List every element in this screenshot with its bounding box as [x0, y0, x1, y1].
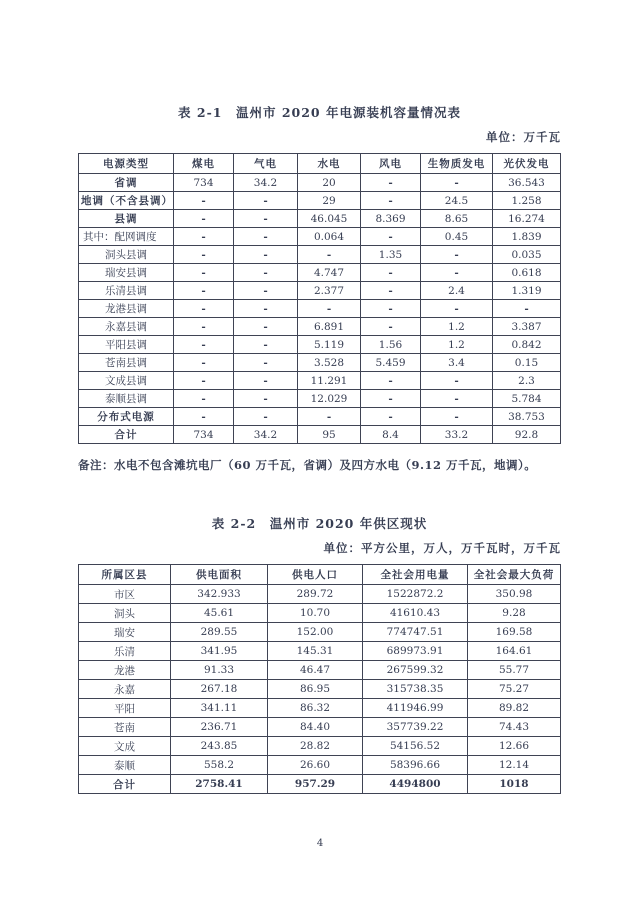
- row-label: 平阳: [79, 699, 171, 718]
- table-cell: -: [421, 246, 493, 264]
- table-cell: 145.31: [268, 642, 363, 661]
- header-row: [79, 565, 561, 585]
- table-cell: -: [174, 372, 234, 390]
- table2-supply-districts: [78, 564, 561, 794]
- table-cell: -: [174, 336, 234, 354]
- table-row: [79, 246, 561, 264]
- table-cell: 0.064: [298, 228, 361, 246]
- column-header: 光伏发电: [493, 154, 561, 174]
- table-row: [79, 390, 561, 408]
- table-cell: 8.369: [361, 210, 421, 228]
- table-cell: 267599.32: [363, 661, 468, 680]
- table-row: [79, 775, 561, 794]
- table-cell: 34.2: [234, 174, 298, 192]
- table-cell: -: [174, 228, 234, 246]
- column-header: 电源类型: [79, 154, 174, 174]
- table-cell: -: [234, 408, 298, 426]
- table-cell: -: [361, 282, 421, 300]
- column-header: 气电: [234, 154, 298, 174]
- table-cell: 29: [298, 192, 361, 210]
- row-label: 文成县调: [79, 372, 174, 390]
- row-label: 地调（不含县调）: [79, 192, 174, 210]
- table-cell: -: [174, 318, 234, 336]
- table-cell: 10.70: [268, 604, 363, 623]
- table-cell: 86.95: [268, 680, 363, 699]
- table-row: [79, 756, 561, 775]
- table1-capacity: [78, 153, 561, 444]
- table-cell: -: [361, 390, 421, 408]
- table-cell: 24.5: [421, 192, 493, 210]
- row-label: 乐清县调: [79, 282, 174, 300]
- table-cell: 350.98: [468, 585, 561, 604]
- table-row: [79, 300, 561, 318]
- table-cell: 20: [298, 174, 361, 192]
- table-cell: 89.82: [468, 699, 561, 718]
- table-cell: -: [361, 228, 421, 246]
- table-cell: -: [174, 210, 234, 228]
- table-cell: -: [493, 300, 561, 318]
- table-cell: 41610.43: [363, 604, 468, 623]
- row-label: 平阳县调: [79, 336, 174, 354]
- table-cell: 1.35: [361, 246, 421, 264]
- table-row: [79, 318, 561, 336]
- table1-unit: 单位：万千瓦: [486, 130, 561, 144]
- table-row: [79, 336, 561, 354]
- table-cell: -: [361, 300, 421, 318]
- row-label: 乐清: [79, 642, 171, 661]
- table-row: [79, 174, 561, 192]
- table-row: [79, 282, 561, 300]
- column-header: 风电: [361, 154, 421, 174]
- table-cell: 0.842: [493, 336, 561, 354]
- row-label: 瑞安县调: [79, 264, 174, 282]
- table-cell: 8.4: [361, 426, 421, 444]
- table-cell: 2.3: [493, 372, 561, 390]
- table-cell: -: [361, 174, 421, 192]
- row-label: 合计: [79, 426, 174, 444]
- column-header: 全社会用电量: [363, 565, 468, 585]
- table-cell: 5.784: [493, 390, 561, 408]
- table-cell: 4.747: [298, 264, 361, 282]
- table-cell: -: [234, 390, 298, 408]
- table-cell: 2758.41: [171, 775, 268, 794]
- table-cell: 6.891: [298, 318, 361, 336]
- column-header: 煤电: [174, 154, 234, 174]
- table-cell: 5.459: [361, 354, 421, 372]
- table-cell: 734: [174, 174, 234, 192]
- table-cell: 92.8: [493, 426, 561, 444]
- table-cell: 2.4: [421, 282, 493, 300]
- table-cell: 38.753: [493, 408, 561, 426]
- table-cell: 4494800: [363, 775, 468, 794]
- table-cell: 84.40: [268, 718, 363, 737]
- table-cell: -: [361, 408, 421, 426]
- table-cell: 774747.51: [363, 623, 468, 642]
- table-cell: 1.839: [493, 228, 561, 246]
- table-cell: -: [234, 300, 298, 318]
- row-label: 省调: [79, 174, 174, 192]
- column-header: 供电面积: [171, 565, 268, 585]
- table-cell: -: [174, 354, 234, 372]
- table-cell: 689973.91: [363, 642, 468, 661]
- table2-body: [79, 585, 561, 794]
- row-label: 文成: [79, 737, 171, 756]
- table-cell: -: [234, 336, 298, 354]
- table-cell: 1018: [468, 775, 561, 794]
- table-cell: 1.2: [421, 318, 493, 336]
- table-row: [79, 680, 561, 699]
- table-cell: 46.045: [298, 210, 361, 228]
- page-number: 4: [316, 838, 324, 849]
- row-label: 瑞安: [79, 623, 171, 642]
- row-label: 分布式电源: [79, 408, 174, 426]
- table-cell: 1522872.2: [363, 585, 468, 604]
- row-label: 龙港县调: [79, 300, 174, 318]
- table-cell: 558.2: [171, 756, 268, 775]
- row-label: 苍南县调: [79, 354, 174, 372]
- table-cell: -: [421, 408, 493, 426]
- row-label: 泰顺县调: [79, 390, 174, 408]
- table-cell: -: [174, 246, 234, 264]
- table-cell: -: [174, 300, 234, 318]
- table-cell: 1.258: [493, 192, 561, 210]
- table-row: [79, 642, 561, 661]
- table-cell: 957.29: [268, 775, 363, 794]
- row-label: 泰顺: [79, 756, 171, 775]
- table-cell: -: [234, 192, 298, 210]
- table-cell: -: [174, 390, 234, 408]
- row-label: 其中：配网调度: [79, 228, 174, 246]
- column-header: 水电: [298, 154, 361, 174]
- table-cell: -: [234, 282, 298, 300]
- table-cell: -: [298, 408, 361, 426]
- table-cell: 54156.52: [363, 737, 468, 756]
- table-cell: 33.2: [421, 426, 493, 444]
- table-cell: 164.61: [468, 642, 561, 661]
- table-row: [79, 585, 561, 604]
- table-cell: 12.029: [298, 390, 361, 408]
- table1-note: 备注：水电不包含滩坑电厂（60 万千瓦，省调）及四方水电（9.12 万千瓦，地调）。: [78, 458, 537, 472]
- table-cell: -: [361, 192, 421, 210]
- table-cell: 11.291: [298, 372, 361, 390]
- table-cell: -: [361, 318, 421, 336]
- column-header: 所属区县: [79, 565, 171, 585]
- table-cell: 26.60: [268, 756, 363, 775]
- table-cell: 236.71: [171, 718, 268, 737]
- table-row: [79, 228, 561, 246]
- row-label: 市区: [79, 585, 171, 604]
- table-cell: 0.035: [493, 246, 561, 264]
- table-cell: 1.56: [361, 336, 421, 354]
- table-cell: 1.319: [493, 282, 561, 300]
- table-cell: 289.55: [171, 623, 268, 642]
- table-cell: -: [234, 318, 298, 336]
- table-cell: 0.45: [421, 228, 493, 246]
- table-row: [79, 354, 561, 372]
- table1-header: [79, 154, 561, 174]
- table-row: [79, 737, 561, 756]
- table-cell: -: [234, 228, 298, 246]
- header-row: [79, 154, 561, 174]
- table-cell: 1.2: [421, 336, 493, 354]
- row-label: 龙港: [79, 661, 171, 680]
- table-row: [79, 192, 561, 210]
- table-row: [79, 661, 561, 680]
- table-cell: 342.933: [171, 585, 268, 604]
- table-cell: -: [174, 264, 234, 282]
- table-cell: -: [234, 354, 298, 372]
- table-cell: -: [421, 390, 493, 408]
- table2-header: [79, 565, 561, 585]
- row-label: 合计: [79, 775, 171, 794]
- table-cell: 12.14: [468, 756, 561, 775]
- table-cell: -: [361, 372, 421, 390]
- table-row: [79, 372, 561, 390]
- table-cell: -: [234, 264, 298, 282]
- table-row: [79, 623, 561, 642]
- table-cell: -: [174, 192, 234, 210]
- table-cell: 267.18: [171, 680, 268, 699]
- table-cell: 341.11: [171, 699, 268, 718]
- table-cell: 0.15: [493, 354, 561, 372]
- table1-title: 表 2-1 温州市 2020 年电源装机容量情况表: [178, 105, 461, 120]
- column-header: 供电人口: [268, 565, 363, 585]
- table-cell: 3.528: [298, 354, 361, 372]
- row-label: 永嘉县调: [79, 318, 174, 336]
- table-cell: 3.4: [421, 354, 493, 372]
- table-cell: 34.2: [234, 426, 298, 444]
- table-cell: 315738.35: [363, 680, 468, 699]
- table-cell: 45.61: [171, 604, 268, 623]
- table-row: [79, 264, 561, 282]
- table2-unit: 单位：平方公里，万人，万千瓦时，万千瓦: [323, 541, 561, 555]
- table1-body: [79, 174, 561, 444]
- table-row: [79, 210, 561, 228]
- column-header: 生物质发电: [421, 154, 493, 174]
- table-cell: -: [361, 264, 421, 282]
- table-row: [79, 699, 561, 718]
- table-cell: -: [234, 372, 298, 390]
- row-label: 县调: [79, 210, 174, 228]
- table-cell: 74.43: [468, 718, 561, 737]
- table-cell: 152.00: [268, 623, 363, 642]
- table-cell: 0.618: [493, 264, 561, 282]
- table-row: [79, 718, 561, 737]
- table2-title: 表 2-2 温州市 2020 年供区现状: [211, 516, 428, 531]
- table-cell: 55.77: [468, 661, 561, 680]
- table-cell: 9.28: [468, 604, 561, 623]
- table-cell: -: [421, 174, 493, 192]
- table-cell: 91.33: [171, 661, 268, 680]
- table-cell: 86.32: [268, 699, 363, 718]
- table-cell: 341.95: [171, 642, 268, 661]
- table-cell: 46.47: [268, 661, 363, 680]
- row-label: 永嘉: [79, 680, 171, 699]
- table-cell: 2.377: [298, 282, 361, 300]
- row-label: 洞头: [79, 604, 171, 623]
- table-cell: -: [421, 300, 493, 318]
- row-label: 苍南: [79, 718, 171, 737]
- table-cell: -: [174, 282, 234, 300]
- table-row: [79, 408, 561, 426]
- table-cell: 357739.22: [363, 718, 468, 737]
- row-label: 洞头县调: [79, 246, 174, 264]
- table-row: [79, 426, 561, 444]
- table-cell: -: [234, 246, 298, 264]
- table-cell: -: [298, 246, 361, 264]
- table-cell: 169.58: [468, 623, 561, 642]
- table-cell: 411946.99: [363, 699, 468, 718]
- table-row: [79, 604, 561, 623]
- table-cell: 5.119: [298, 336, 361, 354]
- table-cell: 3.387: [493, 318, 561, 336]
- table-cell: -: [421, 264, 493, 282]
- table-cell: 734: [174, 426, 234, 444]
- table-cell: 58396.66: [363, 756, 468, 775]
- table-cell: 289.72: [268, 585, 363, 604]
- table-cell: -: [234, 210, 298, 228]
- page-content: [78, 0, 561, 794]
- table-cell: 243.85: [171, 737, 268, 756]
- table-cell: 95: [298, 426, 361, 444]
- table-cell: 75.27: [468, 680, 561, 699]
- table-cell: 8.65: [421, 210, 493, 228]
- table-cell: -: [298, 300, 361, 318]
- column-header: 全社会最大负荷: [468, 565, 561, 585]
- table-cell: -: [174, 408, 234, 426]
- table-cell: 28.82: [268, 737, 363, 756]
- table-cell: -: [421, 372, 493, 390]
- table-cell: 36.543: [493, 174, 561, 192]
- table-cell: 12.66: [468, 737, 561, 756]
- table-cell: 16.274: [493, 210, 561, 228]
